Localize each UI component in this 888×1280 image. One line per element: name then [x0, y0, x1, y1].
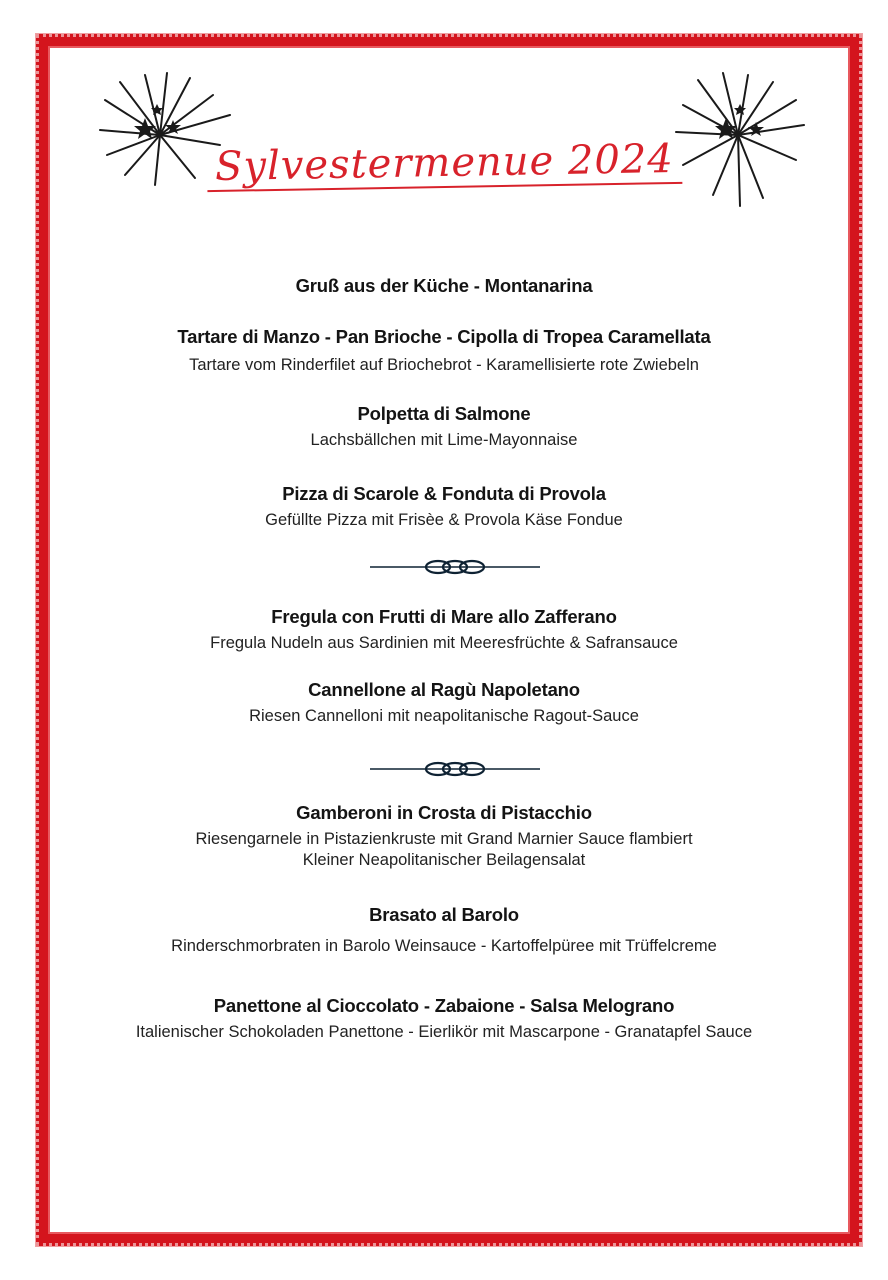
course-item	[0, 679, 888, 727]
course-description: Riesengarnele in Pistazienkruste mit Grand Marnier Sauce flambiert	[195, 830, 693, 848]
course-name: Gruß aus der Küche - Montanarina	[295, 275, 593, 296]
ornament-knot-icon	[370, 557, 540, 577]
course-description: Gefüllte Pizza mit Frisèe & Provola Käse Fondue	[265, 511, 623, 529]
course-name: Cannellone al Ragù Napoletano	[308, 679, 580, 700]
course-item	[0, 606, 888, 654]
course-name: Brasato al Barolo	[369, 904, 519, 925]
course-description: Tartare vom Rinderfilet auf Briochebrot - Karamellisierte rote Zwiebeln	[189, 356, 699, 374]
menu-title-wrap	[0, 136, 888, 190]
course-item	[0, 483, 888, 531]
course-description: Riesen Cannelloni mit neapolitanische Ragout-Sauce	[249, 707, 639, 725]
course-name: Polpetta di Salmone	[357, 403, 531, 424]
course-item	[0, 995, 888, 1043]
course-description: Fregula Nudeln aus Sardinien mit Meeresfrüchte & Safransauce	[210, 634, 678, 652]
course-name: Pizza di Scarole & Fonduta di Provola	[282, 483, 606, 504]
course-item	[0, 275, 888, 297]
course-description: Kleiner Neapolitanischer Beilagensalat	[302, 851, 586, 869]
course-item	[0, 802, 888, 871]
course-name: Panettone al Cioccolato - Zabaione - Salsa Melograno	[213, 995, 675, 1016]
course-name: Gamberoni in Crosta di Pistacchio	[296, 802, 592, 823]
course-description: Italienischer Schokoladen Panettone - Eierlikör mit Mascarpone - Granatapfel Sauce	[135, 1023, 753, 1041]
course-description: Rinderschmorbraten in Barolo Weinsauce - Kartoffelpüree mit Trüffelcreme	[171, 937, 717, 955]
course-name: Tartare di Manzo - Pan Brioche - Cipolla di Tropea Caramellata	[177, 326, 711, 347]
course-item	[0, 403, 888, 451]
course-item	[0, 326, 888, 376]
menu-title: Sylvestermenue 2024	[206, 136, 682, 192]
course-description: Lachsbällchen mit Lime-Mayonnaise	[310, 431, 578, 449]
ornament-knot-icon	[370, 759, 540, 779]
course-name: Fregula con Frutti di Mare allo Zafferano	[271, 606, 617, 627]
course-item	[0, 904, 888, 957]
